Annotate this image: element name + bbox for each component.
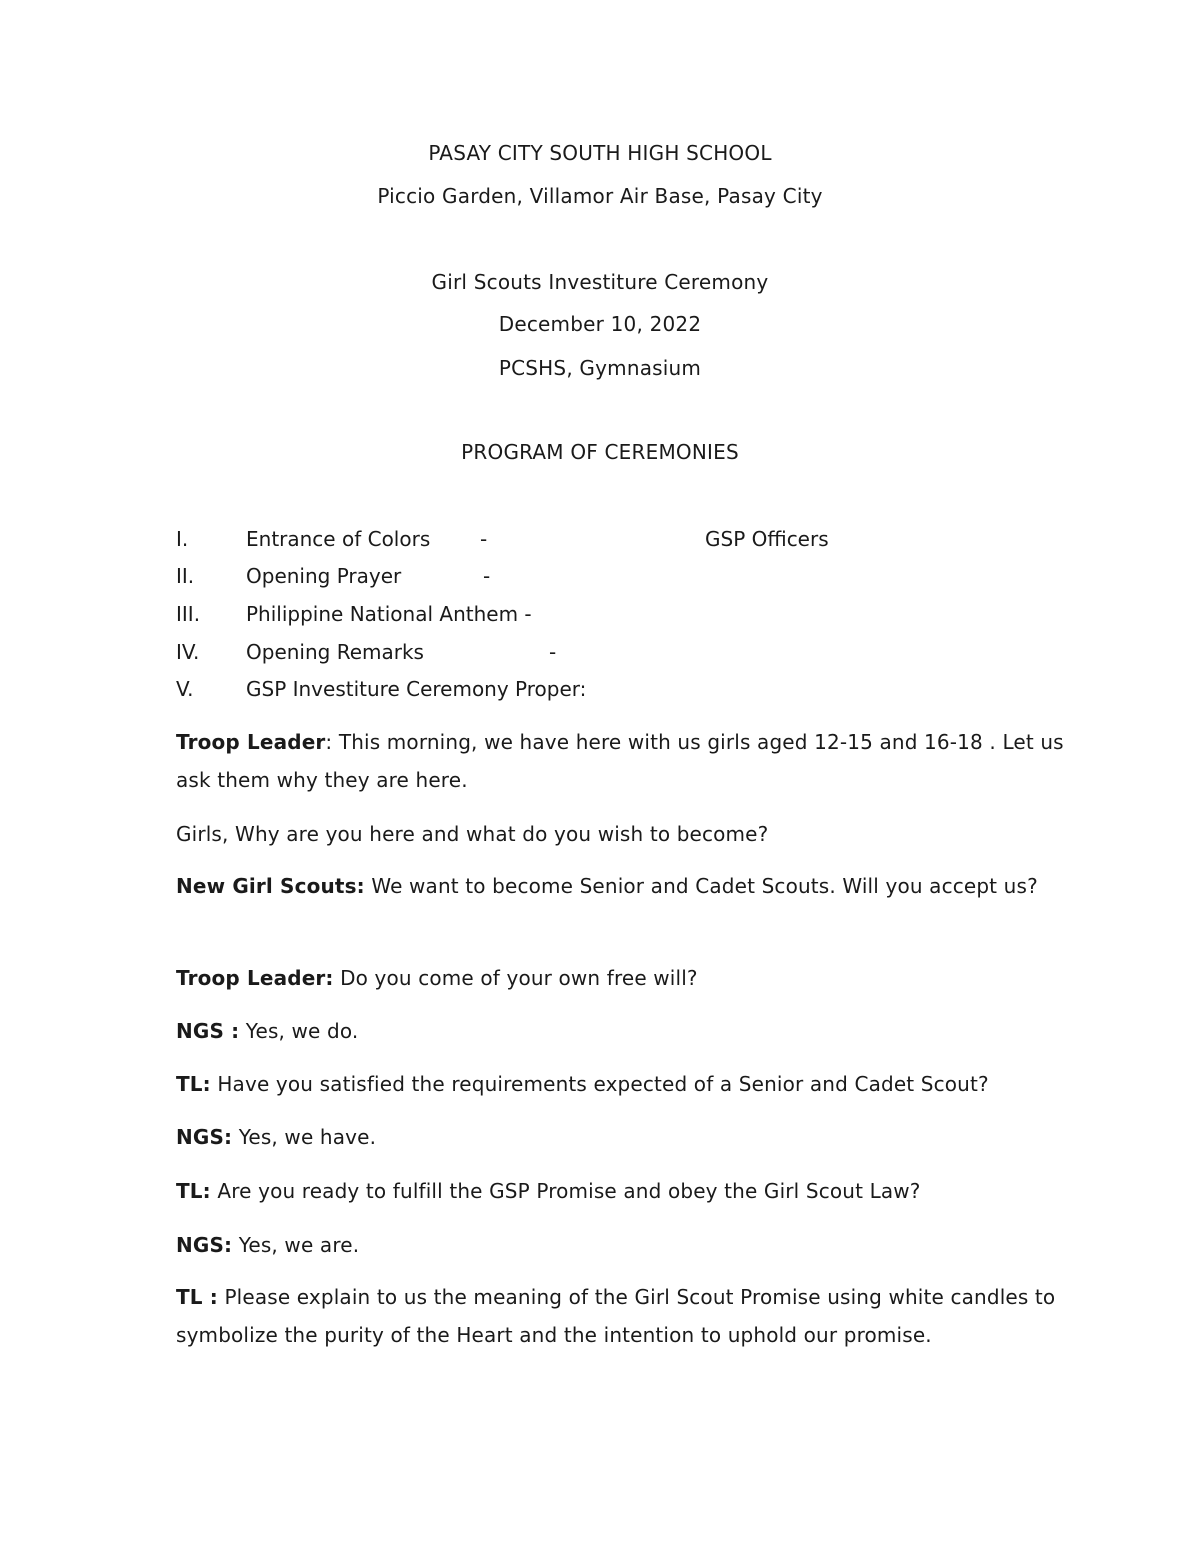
dialogue-line <box>176 1065 1066 1103</box>
event-title: Girl Scouts Investiture Ceremony <box>431 270 769 294</box>
speaker-label: Troop Leader: <box>176 966 334 990</box>
speaker-label: Troop Leader <box>176 730 326 754</box>
dialogue-text: This morning, we have here with us girls aged 12-15 and 16-18 . Let us ask them why they are here. <box>176 730 1064 792</box>
program-item-number: V. <box>176 677 194 701</box>
event-date: December 10, 2022 <box>498 312 702 336</box>
program-title: PROGRAM OF CEREMONIES <box>461 440 739 464</box>
program-item <box>176 640 1076 668</box>
program-item-dash: - <box>483 564 491 588</box>
dialogue-line <box>176 1012 1066 1050</box>
speaker-label: New Girl Scouts: <box>176 874 365 898</box>
school-address: Piccio Garden, Villamor Air Base, Pasay City <box>377 184 823 208</box>
speaker-label: TL: <box>176 1072 211 1096</box>
dialogue-line <box>176 959 1066 997</box>
dialogue-line <box>176 1118 1066 1156</box>
dialogue-text: Yes, we do. <box>245 1019 359 1043</box>
dialogue-line <box>176 867 1066 905</box>
program-item-number: I. <box>176 527 189 551</box>
dialogue-line <box>176 723 1066 799</box>
program-item-number: III. <box>176 602 201 626</box>
speaker-label: TL: <box>176 1179 211 1203</box>
dialogue-line <box>176 815 1066 853</box>
program-item <box>176 602 1076 630</box>
speaker-label: NGS: <box>176 1233 233 1257</box>
program-item <box>176 527 1076 555</box>
dialogue-text: Girls, Why are you here and what do you wish to become? <box>176 822 769 846</box>
program-item <box>176 564 1076 592</box>
program-item-number: IV. <box>176 640 200 664</box>
dialogue-line <box>176 1172 1066 1210</box>
dialogue-text: Please explain to us the meaning of the Girl Scout Promise using white candles to symbolize the purity of the Heart and the intention to uphold our promise. <box>176 1285 1056 1347</box>
program-item-label: Entrance of Colors <box>246 527 431 551</box>
school-name: PASAY CITY SOUTH HIGH SCHOOL <box>428 141 772 165</box>
program-item-number: II. <box>176 564 195 588</box>
program-item-label: Opening Prayer <box>246 564 402 588</box>
speaker-label: TL : <box>176 1285 218 1309</box>
speaker-label: NGS : <box>176 1019 240 1043</box>
program-item-label: Opening Remarks <box>246 640 424 664</box>
program-item-label: Philippine National Anthem - <box>246 602 532 626</box>
program-item-label: GSP Investiture Ceremony Proper: <box>246 677 587 701</box>
dialogue-text: Are you ready to fulfill the GSP Promise and obey the Girl Scout Law? <box>217 1179 921 1203</box>
dialogue-text: Have you satisfied the requirements expected of a Senior and Cadet Scout? <box>217 1072 989 1096</box>
dialogue-text: Do you come of your own free will? <box>340 966 698 990</box>
program-item-assignee: GSP Officers <box>705 527 829 551</box>
program-item-dash: - <box>549 640 557 664</box>
dialogue-text: Yes, we have. <box>238 1125 377 1149</box>
program-item <box>176 677 1076 705</box>
dialogue-text: We want to become Senior and Cadet Scouts. Will you accept us? <box>371 874 1038 898</box>
dialogue-line <box>176 1226 1066 1264</box>
dialogue-line <box>176 1278 1066 1354</box>
event-venue: PCSHS, Gymnasium <box>498 356 702 380</box>
dialogue-text: Yes, we are. <box>238 1233 360 1257</box>
speaker-separator: : <box>325 730 339 754</box>
program-item-dash: - <box>480 527 488 551</box>
speaker-label: NGS: <box>176 1125 233 1149</box>
